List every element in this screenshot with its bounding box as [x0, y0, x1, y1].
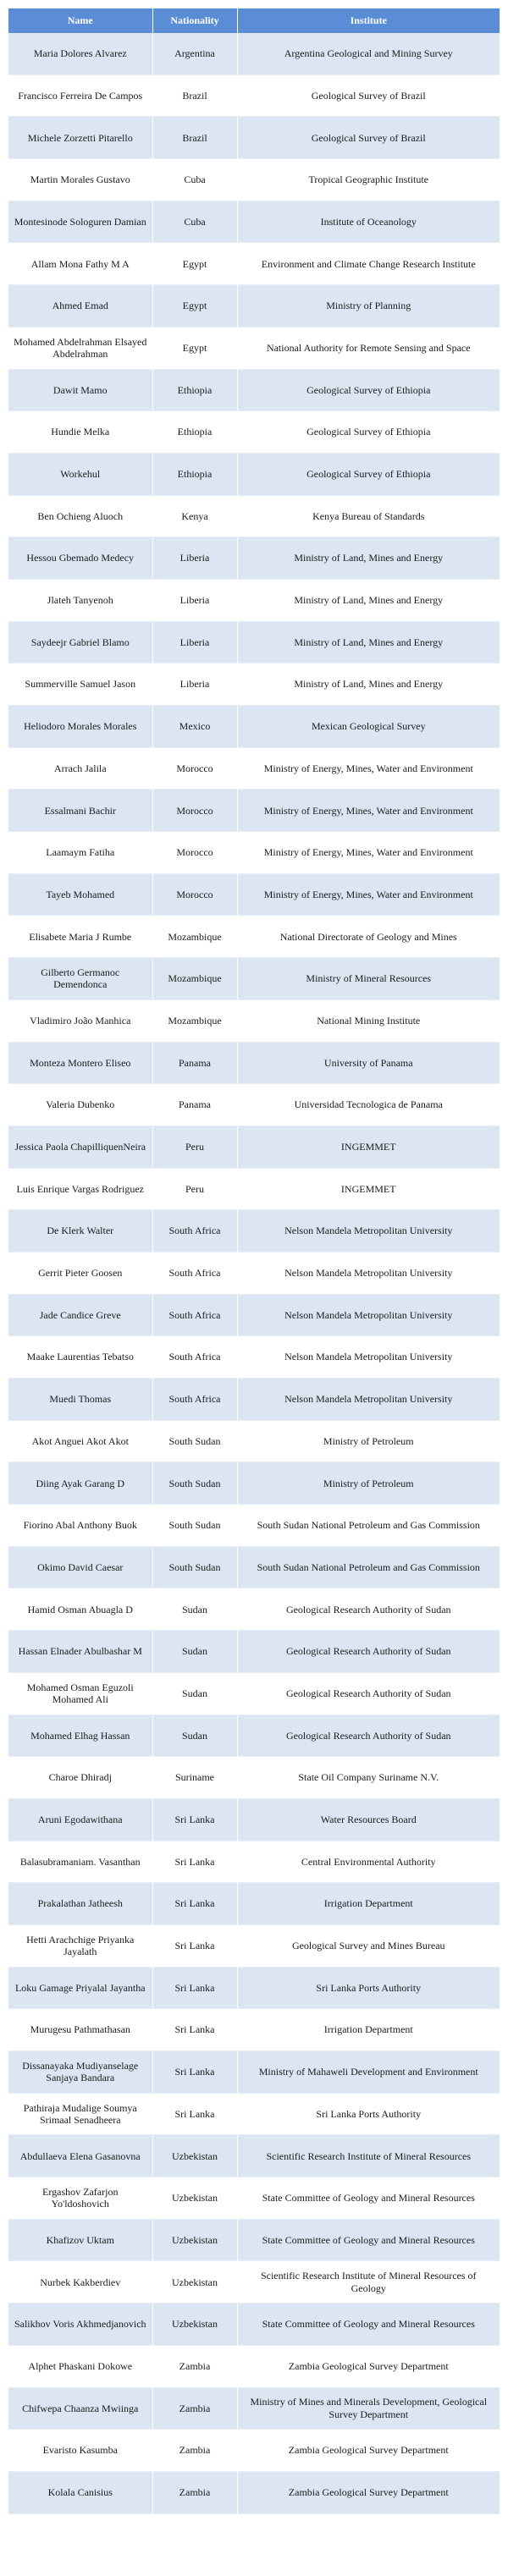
cell-name: Mohamed Abdelrahman Elsayed Abdelrahman: [8, 327, 152, 369]
cell-nationality: Zambia: [152, 2345, 237, 2387]
cell-name: Hundie Melka: [8, 411, 152, 454]
cell-institute: National Directorate of Geology and Mines: [237, 916, 500, 958]
cell-name: Gerrit Pieter Goosen: [8, 1252, 152, 1294]
cell-nationality: Morocco: [152, 832, 237, 874]
cell-nationality: Liberia: [152, 621, 237, 663]
cell-name: Kolala Canisius: [8, 2471, 152, 2513]
table-row: [8, 411, 500, 454]
cell-institute: Ministry of Mines and Minerals Development, Geological Survey Department: [237, 2387, 500, 2430]
cell-name: Dawit Mamo: [8, 369, 152, 411]
cell-institute: State Committee of Geology and Mineral Resources: [237, 2219, 500, 2261]
cell-institute: Geological Research Authority of Sudan: [237, 1588, 500, 1631]
cell-name: Aruni Egodawithana: [8, 1798, 152, 1841]
cell-nationality: Uzbekistan: [152, 2177, 237, 2220]
cell-name: Charoe Dhiradj: [8, 1757, 152, 1799]
cell-institute: Ministry of Energy, Mines, Water and Environment: [237, 832, 500, 874]
cell-name: Khafizov Uktam: [8, 2219, 152, 2261]
cell-name: Diing Ayak Garang D: [8, 1462, 152, 1505]
cell-institute: Geological Survey of Ethiopia: [237, 453, 500, 495]
cell-nationality: Argentina: [152, 33, 237, 74]
cell-institute: Ministry of Energy, Mines, Water and Environment: [237, 873, 500, 916]
table-row: [8, 1924, 500, 1967]
cell-nationality: Brazil: [152, 74, 237, 117]
cell-nationality: Cuba: [152, 201, 237, 243]
cell-name: Hetti Arachchige Priyanka Jayalath: [8, 1924, 152, 1967]
cell-nationality: Brazil: [152, 117, 237, 159]
table-row: [8, 453, 500, 495]
table-row: [8, 1588, 500, 1631]
cell-nationality: Liberia: [152, 579, 237, 621]
cell-name: Ben Ochieng Aluoch: [8, 495, 152, 537]
table-row: [8, 916, 500, 958]
cell-name: Alphet Phaskani Dokowe: [8, 2345, 152, 2387]
cell-nationality: South Sudan: [152, 1505, 237, 1547]
cell-nationality: Liberia: [152, 537, 237, 580]
table-header: [8, 8, 500, 33]
table-row: [8, 663, 500, 706]
table-row: [8, 958, 500, 1000]
table-row: [8, 1252, 500, 1294]
table-row: [8, 117, 500, 159]
cell-institute: Institute of Oceanology: [237, 201, 500, 243]
table-row: [8, 1967, 500, 2009]
cell-nationality: South Africa: [152, 1379, 237, 1421]
cell-nationality: Uzbekistan: [152, 2304, 237, 2346]
table-row: [8, 1294, 500, 1336]
cell-nationality: Egypt: [152, 327, 237, 369]
cell-nationality: Morocco: [152, 873, 237, 916]
cell-institute: Argentina Geological and Mining Survey: [237, 33, 500, 74]
table-row: [8, 537, 500, 580]
cell-institute: State Committee of Geology and Mineral Resources: [237, 2177, 500, 2220]
cell-institute: Ministry of Petroleum: [237, 1462, 500, 1505]
cell-institute: INGEMMET: [237, 1126, 500, 1168]
cell-institute: Ministry of Planning: [237, 285, 500, 328]
cell-name: Tayeb Mohamed: [8, 873, 152, 916]
cell-institute: Nelson Mandela Metropolitan University: [237, 1210, 500, 1252]
cell-institute: National Mining Institute: [237, 999, 500, 1042]
participants-sheet: [8, 8, 500, 2514]
cell-nationality: Morocco: [152, 790, 237, 832]
cell-institute: Geological Research Authority of Sudan: [237, 1631, 500, 1673]
table-row: [8, 873, 500, 916]
cell-nationality: South Africa: [152, 1252, 237, 1294]
table-row: [8, 33, 500, 74]
column-header-name[interactable]: Name: [8, 8, 152, 33]
cell-name: Muedi Thomas: [8, 1379, 152, 1421]
table-row: [8, 1084, 500, 1126]
cell-nationality: Ethiopia: [152, 453, 237, 495]
cell-name: Evaristo Kasumba: [8, 2430, 152, 2472]
table-row: [8, 790, 500, 832]
cell-name: Chifwepa Chaanza Mwiinga: [8, 2387, 152, 2430]
cell-name: De Klerk Walter: [8, 1210, 152, 1252]
cell-name: Montesinode Sologuren Damian: [8, 201, 152, 243]
cell-nationality: Panama: [152, 1084, 237, 1126]
table-row: [8, 747, 500, 790]
table-row: [8, 2219, 500, 2261]
cell-institute: Zambia Geological Survey Department: [237, 2471, 500, 2513]
header-row: [8, 8, 500, 33]
cell-institute: Nelson Mandela Metropolitan University: [237, 1336, 500, 1379]
cell-institute: Ministry of Mineral Resources: [237, 958, 500, 1000]
cell-institute: Sri Lanka Ports Authority: [237, 1967, 500, 2009]
cell-nationality: South Africa: [152, 1336, 237, 1379]
column-header-nationality[interactable]: Nationality: [152, 8, 237, 33]
cell-institute: Geological Research Authority of Sudan: [237, 1715, 500, 1757]
cell-nationality: Morocco: [152, 747, 237, 790]
table-row: [8, 1042, 500, 1084]
cell-institute: Central Environmental Authority: [237, 1841, 500, 1883]
cell-name: Allam Mona Fathy M A: [8, 243, 152, 285]
table-row: [8, 621, 500, 663]
cell-name: Jlateh Tanyenoh: [8, 579, 152, 621]
cell-institute: Geological Research Authority of Sudan: [237, 1672, 500, 1715]
cell-institute: Geological Survey of Ethiopia: [237, 411, 500, 454]
cell-name: Essalmani Bachir: [8, 790, 152, 832]
table-row: [8, 159, 500, 201]
cell-name: Monteza Montero Eliseo: [8, 1042, 152, 1084]
cell-institute: Geological Survey of Brazil: [237, 117, 500, 159]
cell-name: Workehul: [8, 453, 152, 495]
table-row: [8, 2009, 500, 2051]
cell-name: Fiorino Abal Anthony Buok: [8, 1505, 152, 1547]
cell-nationality: Sri Lanka: [152, 1841, 237, 1883]
cell-name: Jessica Paola ChapilliquenNeira: [8, 1126, 152, 1168]
cell-institute: Mexican Geological Survey: [237, 706, 500, 748]
cell-institute: Environment and Climate Change Research Institute: [237, 243, 500, 285]
cell-nationality: South Africa: [152, 1210, 237, 1252]
table-row: [8, 2135, 500, 2177]
cell-name: Balasubramaniam. Vasanthan: [8, 1841, 152, 1883]
table-row: [8, 706, 500, 748]
cell-name: Dissanayaka Mudiyanselage Sanjaya Bandara: [8, 2051, 152, 2094]
cell-nationality: Sri Lanka: [152, 1883, 237, 1925]
cell-name: Martin Morales Gustavo: [8, 159, 152, 201]
table-row: [8, 832, 500, 874]
cell-nationality: Sri Lanka: [152, 2051, 237, 2094]
table-row: [8, 1757, 500, 1799]
table-row: [8, 2261, 500, 2304]
cell-institute: Zambia Geological Survey Department: [237, 2345, 500, 2387]
cell-institute: Nelson Mandela Metropolitan University: [237, 1379, 500, 1421]
cell-name: Prakalathan Jatheesh: [8, 1883, 152, 1925]
cell-institute: South Sudan National Petroleum and Gas Commission: [237, 1505, 500, 1547]
cell-nationality: Mozambique: [152, 958, 237, 1000]
cell-name: Okimo David Caesar: [8, 1546, 152, 1588]
cell-institute: Ministry of Energy, Mines, Water and Environment: [237, 747, 500, 790]
cell-nationality: Cuba: [152, 159, 237, 201]
cell-name: Vladimiro João Manhica: [8, 999, 152, 1042]
table-row: [8, 1631, 500, 1673]
cell-institute: South Sudan National Petroleum and Gas Commission: [237, 1546, 500, 1588]
table-row: [8, 1462, 500, 1505]
cell-name: Jade Candice Greve: [8, 1294, 152, 1336]
cell-name: Nurbek Kakberdiev: [8, 2261, 152, 2304]
table-row: [8, 579, 500, 621]
participants-table: [8, 8, 500, 2514]
table-row: [8, 1672, 500, 1715]
cell-name: Pathiraja Mudalige Soumya Srimaal Senadheera: [8, 2093, 152, 2135]
table-row: [8, 1883, 500, 1925]
cell-institute: Ministry of Mahaweli Development and Environment: [237, 2051, 500, 2094]
cell-name: Michele Zorzetti Pitarello: [8, 117, 152, 159]
table-row: [8, 1379, 500, 1421]
cell-nationality: Zambia: [152, 2430, 237, 2472]
cell-nationality: Ethiopia: [152, 369, 237, 411]
table-row: [8, 2471, 500, 2513]
table-row: [8, 1715, 500, 1757]
cell-nationality: South Africa: [152, 1294, 237, 1336]
cell-name: Luis Enrique Vargas Rodriguez: [8, 1168, 152, 1210]
cell-nationality: Panama: [152, 1042, 237, 1084]
table-row: [8, 243, 500, 285]
cell-nationality: Mozambique: [152, 916, 237, 958]
cell-nationality: Peru: [152, 1126, 237, 1168]
cell-institute: National Authority for Remote Sensing and Space: [237, 327, 500, 369]
table-row: [8, 2093, 500, 2135]
cell-nationality: Sri Lanka: [152, 1798, 237, 1841]
cell-nationality: Sudan: [152, 1715, 237, 1757]
cell-institute: Geological Survey of Brazil: [237, 74, 500, 117]
cell-institute: Ministry of Petroleum: [237, 1420, 500, 1462]
cell-nationality: Liberia: [152, 663, 237, 706]
cell-institute: Geological Survey and Mines Bureau: [237, 1924, 500, 1967]
cell-institute: Ministry of Land, Mines and Energy: [237, 579, 500, 621]
table-row: [8, 999, 500, 1042]
cell-nationality: Kenya: [152, 495, 237, 537]
table-row: [8, 327, 500, 369]
cell-nationality: Mozambique: [152, 999, 237, 1042]
cell-nationality: Sri Lanka: [152, 2093, 237, 2135]
cell-name: Francisco Ferreira De Campos: [8, 74, 152, 117]
cell-name: Ergashov Zafarjon Yo'ldoshovich: [8, 2177, 152, 2220]
table-row: [8, 1841, 500, 1883]
cell-name: Maria Dolores Alvarez: [8, 33, 152, 74]
cell-institute: Ministry of Land, Mines and Energy: [237, 663, 500, 706]
table-row: [8, 2345, 500, 2387]
cell-institute: Geological Survey of Ethiopia: [237, 369, 500, 411]
cell-name: Murugesu Pathmathasan: [8, 2009, 152, 2051]
cell-name: Elisabete Maria J Rumbe: [8, 916, 152, 958]
cell-name: Salikhov Voris Akhmedjanovich: [8, 2304, 152, 2346]
cell-institute: State Oil Company Suriname N.V.: [237, 1757, 500, 1799]
cell-institute: Irrigation Department: [237, 2009, 500, 2051]
cell-nationality: Egypt: [152, 285, 237, 328]
cell-nationality: Zambia: [152, 2471, 237, 2513]
cell-name: Hessou Gbemado Medecy: [8, 537, 152, 580]
cell-institute: Ministry of Land, Mines and Energy: [237, 621, 500, 663]
cell-institute: Nelson Mandela Metropolitan University: [237, 1294, 500, 1336]
cell-institute: Scientific Research Institute of Mineral Resources of Geology: [237, 2261, 500, 2304]
cell-name: Summerville Samuel Jason: [8, 663, 152, 706]
cell-institute: Water Resources Board: [237, 1798, 500, 1841]
table-row: [8, 1505, 500, 1547]
table-row: [8, 2177, 500, 2220]
table-row: [8, 2387, 500, 2430]
cell-nationality: Sri Lanka: [152, 1967, 237, 2009]
cell-institute: Ministry of Energy, Mines, Water and Environment: [237, 790, 500, 832]
table-body: [8, 33, 500, 2513]
cell-nationality: Sudan: [152, 1631, 237, 1673]
cell-nationality: Uzbekistan: [152, 2261, 237, 2304]
cell-institute: State Committee of Geology and Mineral Resources: [237, 2304, 500, 2346]
table-row: [8, 2304, 500, 2346]
table-row: [8, 285, 500, 328]
cell-nationality: Egypt: [152, 243, 237, 285]
table-row: [8, 74, 500, 117]
cell-institute: Nelson Mandela Metropolitan University: [237, 1252, 500, 1294]
cell-name: Loku Gamage Priyalal Jayantha: [8, 1967, 152, 2009]
table-row: [8, 495, 500, 537]
cell-institute: Tropical Geographic Institute: [237, 159, 500, 201]
cell-institute: INGEMMET: [237, 1168, 500, 1210]
cell-institute: Sri Lanka Ports Authority: [237, 2093, 500, 2135]
table-row: [8, 1546, 500, 1588]
table-row: [8, 1798, 500, 1841]
cell-nationality: Sudan: [152, 1588, 237, 1631]
cell-nationality: South Sudan: [152, 1462, 237, 1505]
table-row: [8, 1126, 500, 1168]
cell-name: Maake Laurentias Tebatso: [8, 1336, 152, 1379]
cell-institute: Irrigation Department: [237, 1883, 500, 1925]
cell-nationality: South Sudan: [152, 1546, 237, 1588]
cell-name: Mohamed Elhag Hassan: [8, 1715, 152, 1757]
cell-nationality: Zambia: [152, 2387, 237, 2430]
cell-name: Gilberto Germanoc Demendonca: [8, 958, 152, 1000]
cell-institute: Zambia Geological Survey Department: [237, 2430, 500, 2472]
cell-nationality: Uzbekistan: [152, 2135, 237, 2177]
table-row: [8, 201, 500, 243]
table-row: [8, 2430, 500, 2472]
cell-name: Abdullaeva Elena Gasanovna: [8, 2135, 152, 2177]
cell-nationality: Sri Lanka: [152, 1924, 237, 1967]
cell-institute: Ministry of Land, Mines and Energy: [237, 537, 500, 580]
cell-nationality: Suriname: [152, 1757, 237, 1799]
cell-name: Akot Anguei Akot Akot: [8, 1420, 152, 1462]
cell-nationality: Sudan: [152, 1672, 237, 1715]
cell-nationality: Ethiopia: [152, 411, 237, 454]
cell-institute: Universidad Tecnologica de Panama: [237, 1084, 500, 1126]
cell-name: Saydeejr Gabriel Blamo: [8, 621, 152, 663]
cell-name: Mohamed Osman Eguzoli Mohamed Ali: [8, 1672, 152, 1715]
table-row: [8, 369, 500, 411]
cell-name: Hassan Elnader Abulbashar M: [8, 1631, 152, 1673]
table-row: [8, 2051, 500, 2094]
cell-name: Ahmed Emad: [8, 285, 152, 328]
cell-name: Arrach Jalila: [8, 747, 152, 790]
table-row: [8, 1210, 500, 1252]
table-row: [8, 1420, 500, 1462]
cell-institute: Kenya Bureau of Standards: [237, 495, 500, 537]
cell-name: Valeria Dubenko: [8, 1084, 152, 1126]
cell-nationality: Uzbekistan: [152, 2219, 237, 2261]
cell-name: Hamid Osman Abuagla D: [8, 1588, 152, 1631]
cell-nationality: Sri Lanka: [152, 2009, 237, 2051]
table-row: [8, 1168, 500, 1210]
cell-institute: Scientific Research Institute of Mineral Resources: [237, 2135, 500, 2177]
table-row: [8, 1336, 500, 1379]
cell-institute: University of Panama: [237, 1042, 500, 1084]
cell-name: Heliodoro Morales Morales: [8, 706, 152, 748]
column-header-institute[interactable]: Institute: [237, 8, 500, 33]
cell-nationality: Mexico: [152, 706, 237, 748]
cell-name: Laamaym Fatiha: [8, 832, 152, 874]
cell-nationality: Peru: [152, 1168, 237, 1210]
cell-nationality: South Sudan: [152, 1420, 237, 1462]
